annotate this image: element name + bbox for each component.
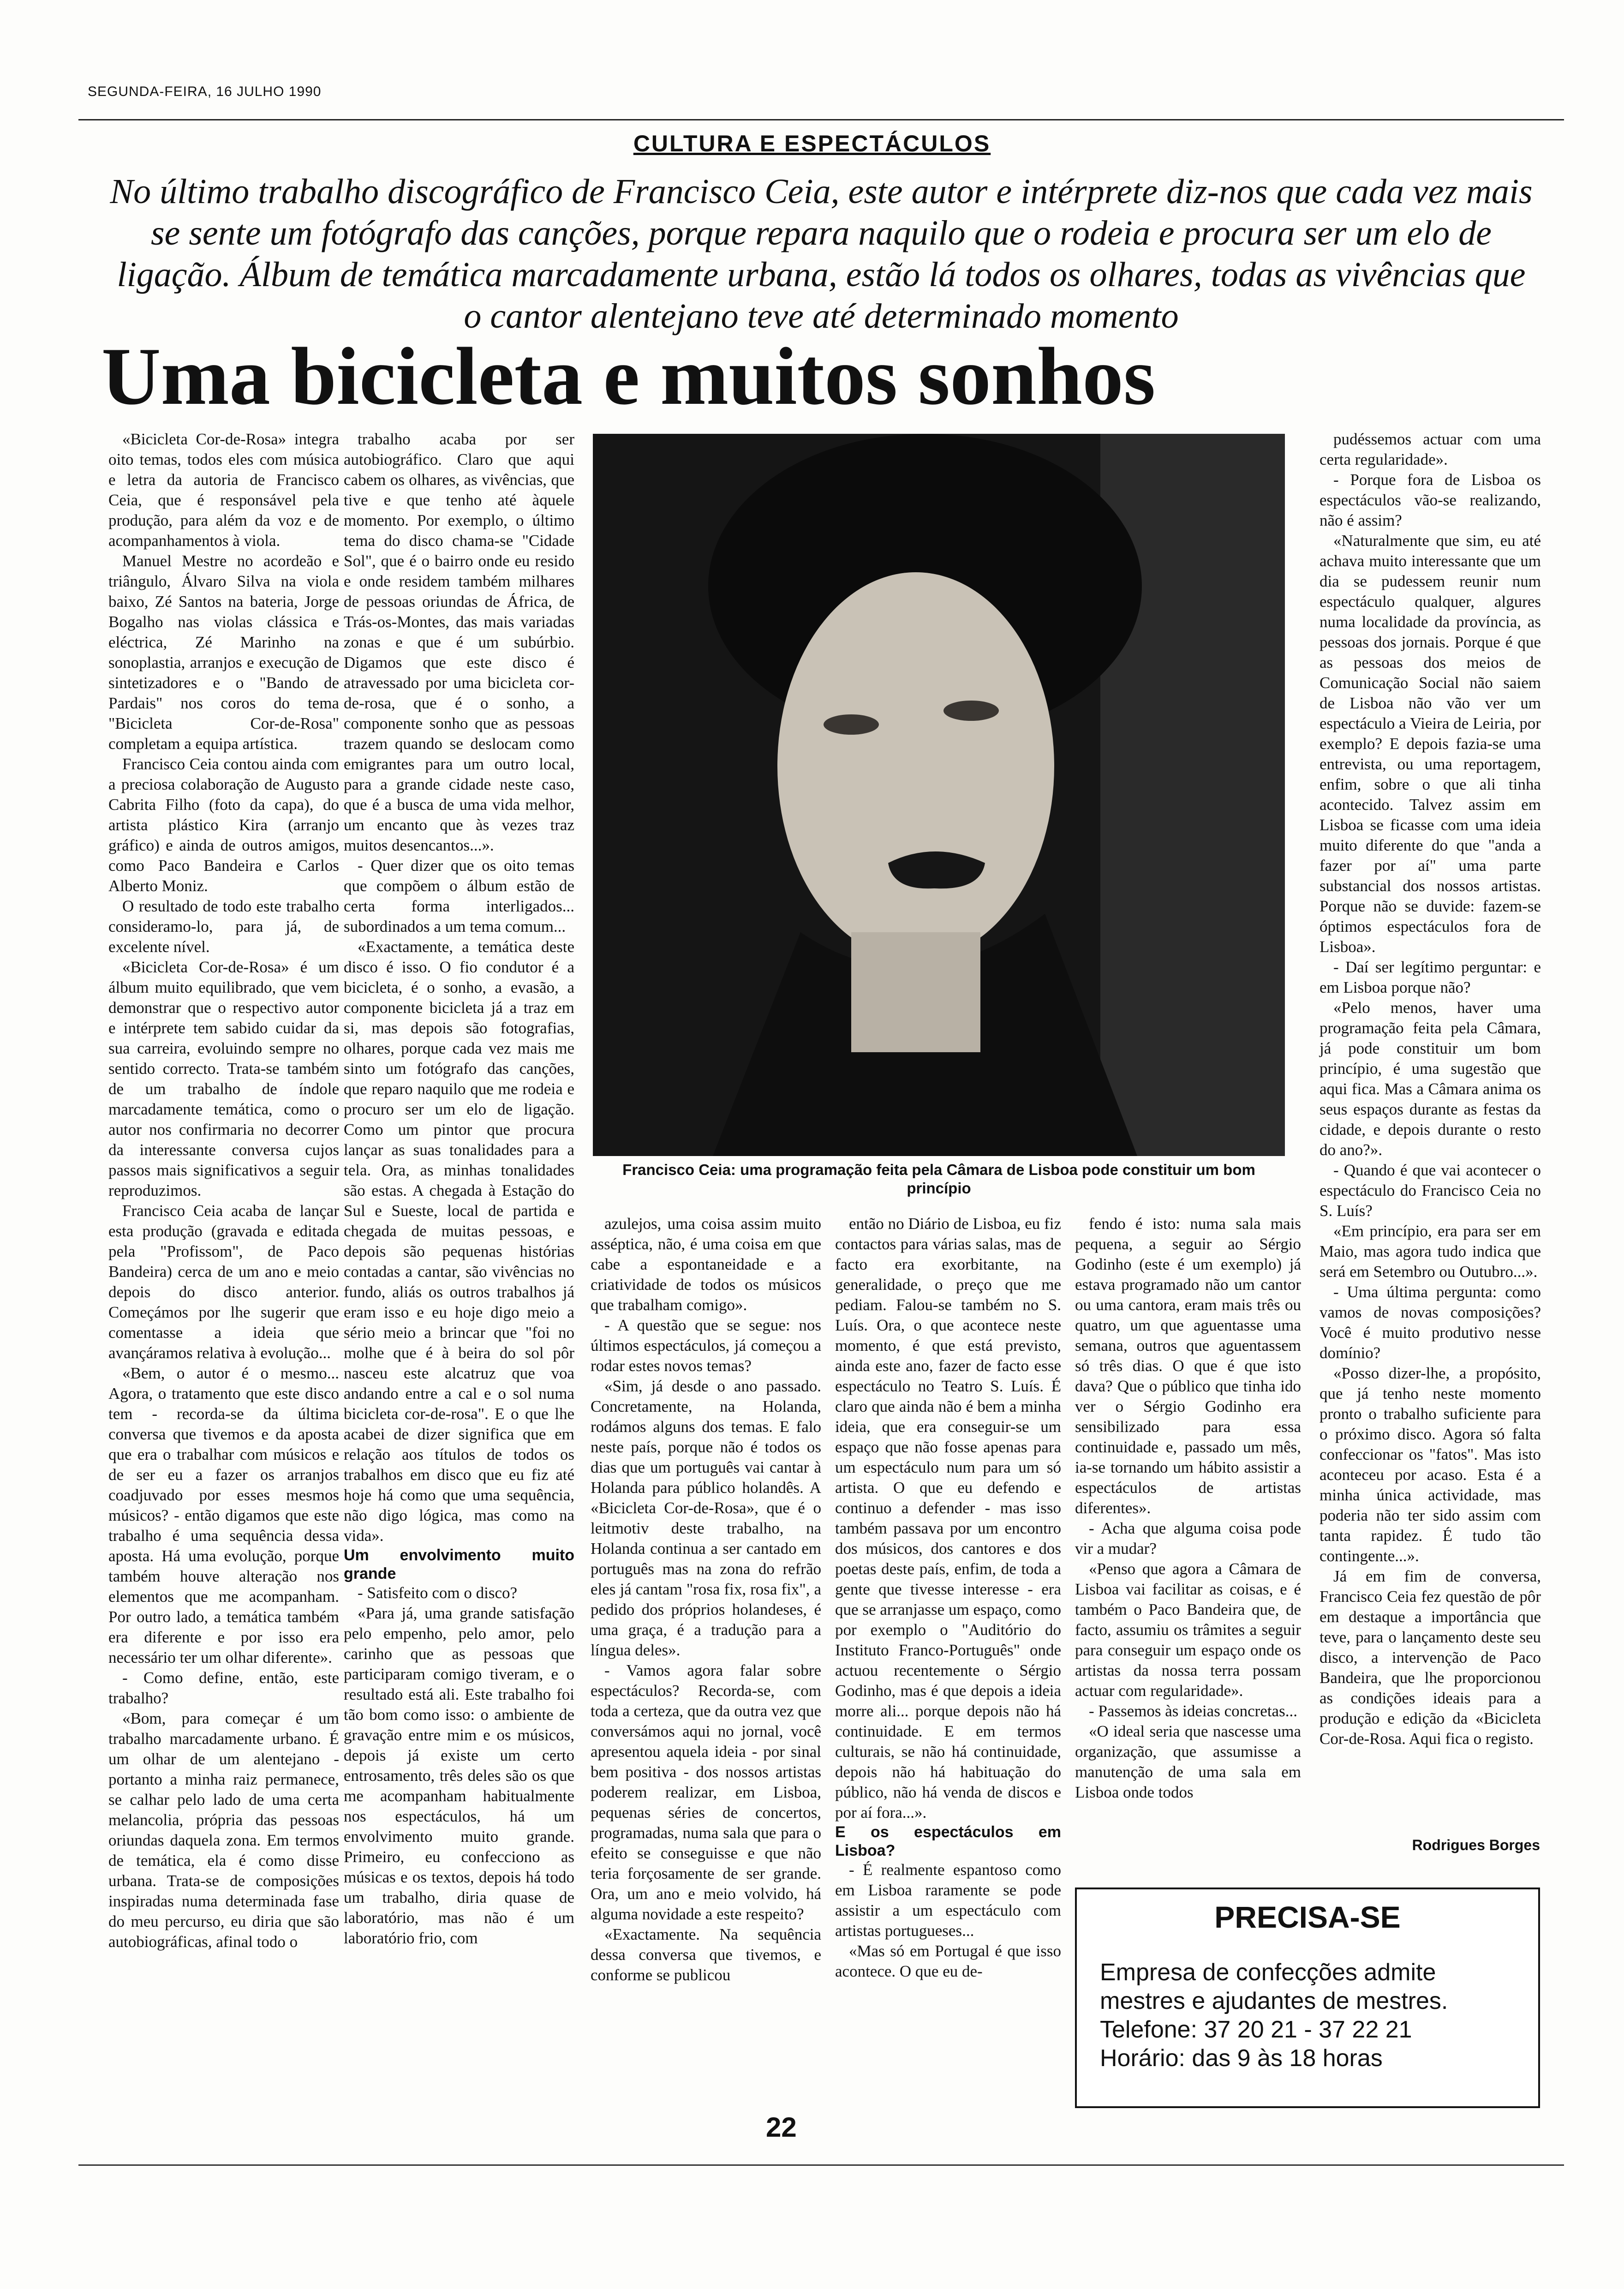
lead-paragraph: No último trabalho discográfico de Francisco Ceia, este autor e intérprete diz-nos que cada vez mais se sente um fotógrafo das canções, porque repara naquilo que o rodeia e procura ser um elo de ligação. Álbum de temática marcadamente urbana, estão lá todos os olhares, todas as vivências que o cantor alentejano teve até determinado momento xyxy=(110,172,1533,336)
ad-title: PRECISA-SE xyxy=(1214,1900,1401,1934)
ad-line-1: Empresa de confecções admite xyxy=(1100,1959,1436,1986)
paragraph: «Em princípio, era para ser em Maio, mas agora tudo indica que será em Setembro ou Outubro...». xyxy=(1320,1222,1541,1281)
page-number: 22 xyxy=(766,2112,797,2143)
paragraph: «Bicicleta Cor-de-Rosa» é um álbum muito equilibrado, que vem demonstrar que o respectivo autor e intérprete tem sabido cuidar da sua carreira, evoluindo sempre no sentido correcto. Trata-se também de um trabalho de índole marcadamente temática, como o autor nos confirmaria no decorrer da interessante conversa cujos passos mais significativos a seguir reproduzimos. xyxy=(108,958,339,1199)
ad-line-3: Telefone: 37 20 21 - 37 22 21 xyxy=(1100,2016,1412,2043)
article-column-5 xyxy=(1075,1214,1301,1803)
paragraph: «Bom, para começar é um trabalho marcadamente urbano. É um olhar de um alentejano - portanto a minha raiz permanece, se calhar pelo lado de uma certa melancolia, própria das pessoas oriundas daquela zona. Em termos de temática, ela é como disse urbana. Trata-se de composições inspiradas numa determinada fase do meu percurso, eu diria que são autobiográficas, afinal todo o xyxy=(108,1709,339,1951)
paragraph: - Vamos agora falar sobre espectáculos? Recorda-se, com toda a certeza, que da outra vez que conversámos aqui no jornal, você apresentou aquela ideia - por sinal bem positiva - dos nossos artistas poderem realizar, em Lisboa, pequenas séries de concertos, programadas, numa sala que para o efeito se conseguisse e que não teria forçosamente de ser grande. Ora, um ano e meio volvido, há alguma novidade a este respeito? xyxy=(591,1661,821,1923)
paragraph: - Daí ser legítimo perguntar: e em Lisboa porque não? xyxy=(1320,958,1541,996)
paragraph: - Quando é que vai acontecer o espectáculo do Francisco Ceia no S. Luís? xyxy=(1320,1161,1541,1220)
paragraph: Francisco Ceia acaba de lançar esta produção (gravada e editada pela "Profissom", de Paco Bandeira) cerca de um ano e meio depois do disco anterior. Começámos por lhe sugerir que comentasse a ideia que avançáramos relativa à evolução... xyxy=(108,1202,339,1362)
subhead: Um envolvimento muito grande xyxy=(344,1546,574,1582)
article-column-2 xyxy=(344,429,574,1948)
section-label: CULTURA E ESPECTÁCULOS xyxy=(633,131,991,156)
paragraph: «Penso que agora a Câmara de Lisboa vai facilitar as coisas, e é também o Paco Bandeira que, de facto, assumiu os trâmites a seguir para conseguir um espaço onde os artistas da nossa terra possam actuar com regularidade». xyxy=(1075,1560,1301,1700)
paragraph: «Exactamente. Na sequência dessa conversa que tivemos, e conforme se publicou xyxy=(591,1925,821,1984)
author-signature: Rodrigues Borges xyxy=(1412,1837,1540,1853)
paragraph: «O ideal seria que nascesse uma organização, que assumisse a manutenção de uma sala em Lisboa onde todos xyxy=(1075,1722,1301,1801)
article-column-6 xyxy=(1320,429,1541,1749)
bottom-rule xyxy=(78,2164,1564,2166)
paragraph: Já em fim de conversa, Francisco Ceia fez questão de pôr em destaque a importância que teve, para o lançamento deste seu disco, a intervenção de Paco Bandeira, que lhe proporcionou as condições ideais para a produção e edição da «Bicicleta Cor-de-Rosa. Aqui fica o registo. xyxy=(1320,1567,1541,1748)
paragraph: - Quer dizer que os oito temas que compõem o álbum estão de certa forma interligados... subordinados a um tema comum... xyxy=(344,857,574,935)
paragraph: azulejos, uma coisa assim muito asséptica, não, é uma coisa em que cabe a espontaneidade e a criatividade de todos os músicos que trabalham comigo». xyxy=(591,1215,821,1314)
article-headline: Uma bicicleta e muitos sonhos xyxy=(102,330,1156,422)
paragraph: «Pelo menos, haver uma programação feita pela Câmara, já pode constituir um bom princípio, é uma sugestão que aqui fica. Mas a Câmara anima os seus espaços durante as festas da cidade, e depois durante o resto do ano?». xyxy=(1320,999,1541,1159)
paragraph: - É realmente espantoso como em Lisboa raramente se pode assistir a um espectáculo com artistas portugueses... xyxy=(835,1861,1061,1940)
article-column-1 xyxy=(108,429,339,1952)
paragraph: «Mas só em Portugal é que isso acontece. O que eu de- xyxy=(835,1942,1061,1980)
paragraph: - Acha que alguma coisa pode vir a mudar? xyxy=(1075,1519,1301,1558)
paragraph: «Bicicleta Cor-de-Rosa» integra oito temas, todos eles com música e letra da autoria de Francisco Ceia, que é responsável pela produção, para além da voz e de acompanhamentos à viola. xyxy=(108,430,339,550)
paragraph: - Uma última pergunta: como vamos de novas composições? Você é muito produtivo nesse domínio? xyxy=(1320,1283,1541,1362)
paragraph: - Passemos às ideias concretas... xyxy=(1089,1702,1297,1720)
paragraph: trabalho acaba por ser autobiográfico. Claro que aqui cabem os olhares, as vivências, que tive e que tenho até àquele momento. Por exemplo, o último tema do disco chama-se "Cidade Sol", que é o bairro onde eu resido e onde residem também milhares de pessoas oriundas de África, de Trás-os-Montes, das mais variadas zonas e que é um subúrbio. Digamos que este disco é atravessado por uma bicicleta cor-de-rosa, que é o sonho, a componente sonho que as pessoas trazem quando se deslocam como emigrantes para um outro local, para a grande cidade neste caso, que é a busca de uma vida melhor, um encanto que às vezes traz muitos desencantos...». xyxy=(344,430,574,854)
byline xyxy=(1319,1828,1540,1869)
paragraph: - Satisfeito com o disco? xyxy=(358,1584,518,1602)
paragraph: - A questão que se segue: nos últimos espectáculos, já começou a rodar estes novos temas? xyxy=(591,1316,821,1375)
portrait-photo xyxy=(593,434,1285,1156)
paragraph: - Como define, então, este trabalho? xyxy=(108,1669,339,1707)
paragraph: pudéssemos actuar com uma certa regularidade». xyxy=(1320,430,1541,468)
photo-caption: Francisco Ceia: uma programação feita pela Câmara de Lisboa pode constituir um bom princípio xyxy=(622,1161,1255,1197)
ad-line-2: mestres e ajudantes de mestres. xyxy=(1100,1988,1448,2014)
paragraph: então no Diário de Lisboa, eu fiz contactos para várias salas, mas de facto era exorbitante, na generalidade, o preço que me pediam. Falou-se também no S. Luís. Ora, o que acontece neste momento, é que está previsto, ainda este ano, fazer de facto esse espectáculo no Teatro S. Luís. É claro que ainda não é bem a minha ideia, que era conseguir-se um espaço que não fosse apenas para um espectáculo num para um só artista. O que eu defendo e continuo a defender - mas isso também passava por um encontro dos músicos, dos cantores e dos poetas deste país, enfim, de toda a gente que tivesse interesse - era que se arranjasse um espaço, como por exemplo o "Auditório do Instituto Franco-Português" onde actuou recentemente o Sérgio Godinho, mas é que depois a ideia morre ali... porque depois não há continuidade. E em termos culturais, se não há continuidade, depois não há habituação do público, não há venda de discos e por aí fora...». xyxy=(835,1215,1061,1822)
subhead: E os espectáculos em Lisboa? xyxy=(835,1823,1061,1859)
article-column-3 xyxy=(591,1214,821,1985)
paragraph: «Bem, o autor é o mesmo... Agora, o tratamento que este disco tem - recorda-se da última conversa que tivemos e da aposta que era o trabalhar com músicos e de ser eu a fazer os arranjos coadjuvado por esses mesmos músicos? - então digamos que este trabalho é uma sequência dessa aposta. Há uma evolução, porque também houve alteração nos elementos que me acompanham. Por outro lado, a temática também era diferente e por isso era necessário ter um olhar diferente». xyxy=(108,1364,339,1666)
article-column-4 xyxy=(835,1214,1061,1982)
paragraph: «Posso dizer-lhe, a propósito, que já tenho neste momento pronto o trabalho suficiente para o próximo disco. Agora só falta confeccionar os "fatos". Mas isto aconteceu por acaso. Esta é a minha única actividade, mas poderia não ter sido assim com tanta rapidez. É tudo tão contingente...». xyxy=(1320,1364,1541,1565)
paragraph: «Sim, já desde o ano passado. Concretamente, na Holanda, rodámos alguns dos temas. E falo neste país, porque não é todos os dias que um português vai cantar à Holanda para público holandês. A «Bicicleta Cor-de-Rosa», que é o leitmotiv deste trabalho, na Holanda continua a ser cantado em português mas na zona do refrão eles já cantam "rosa fix, rosa fix", a pedido dos próprios holandeses, é uma graça, é a tradução para a língua deles». xyxy=(591,1377,821,1659)
paragraph: «Para já, uma grande satisfação pelo empenho, pelo amor, pelo carinho que as pessoas que participaram comigo tiveram, e o resultado está ali. Este trabalho foi tão bom como isso: o ambiente de gravação entre mim e os músicos, depois já existe um certo entrosamento, três deles são os que me acompanham habitualmente nos espectáculos, há um envolvimento muito grande. Primeiro, eu confecciono as músicas e os textos, depois há todo um trabalho, diria quase de laboratório, mas não é um laboratório frio, com xyxy=(344,1604,574,1947)
paragraph: Manuel Mestre no acordeão e triângulo, Álvaro Silva na viola baixo, Zé Santos na bateria, Jorge Bogalho nas violas clássica e eléctrica, Zé Marinho na sonoplastia, arranjos e execução de sintetizadores e o "Bando de Pardais" nos coros do tema "Bicicleta Cor-de-Rosa" completam a equipa artística. xyxy=(108,552,339,753)
top-rule xyxy=(78,119,1564,120)
classified-ad xyxy=(1075,1888,1540,2108)
paragraph: «Exactamente, a temática deste disco é isso. O fio condutor é a bicicleta, é o sonho, a evasão, a componente bicicleta já a traz em si, mas depois são fotografias, olhares, porque cada vez mais me sinto um fotógrafo das canções, que reparo naquilo que me rodeia e procuro ser um elo de ligação. Como um pintor que procura lançar as suas tonalidades para a tela. Ora, as minhas tonalidades são estas. A chegada à Estação do Sul e Sueste, local de partida e chegada de muitas pessoas, e depois são pequenas histórias contadas a cantar, são vivências no fundo, aliás os outros trabalhos já eram isso e eu hoje digo meio a sério meio a brincar que "foi no molhe que é à beira do sol pôr nasceu este alcatruz que voa andando entre a cal e o sol numa bicicleta cor-de-rosa". E o que lhe acabei de dizer significa que em relação aos títulos de todos os trabalhos em disco que eu fiz até hoje há como que uma sequência, não digo lógica, mas como na vida». xyxy=(344,938,574,1545)
paragraph: fendo é isto: numa sala mais pequena, a seguir ao Sérgio Godinho (este é um exemplo) já estava programado não um cantor ou uma cantora, eram mais três ou quatro, um que aguentasse uma semana, outros que aguentassem só três dias. O que é que isto dava? Que o público que tinha ido ver o Sérgio Godinho era sensibilizado para essa continuidade e, passado um mês, ia-se tornando um hábito assistir a espectáculos de artistas diferentes». xyxy=(1075,1215,1301,1517)
ad-line-4: Horário: das 9 às 18 horas xyxy=(1100,2045,1383,2072)
paragraph: «Naturalmente que sim, eu até achava muito interessante que um dia se pudessem reunir num espectáculo qualquer, algures numa localidade da província, as pessoas dos jornais. Porque é que as pessoas dos meios de Comunicação Social não saiem de Lisboa não vão ver um espectáculo a Vieira de Leiria, por exemplo? E depois fazia-se uma entrevista, ou uma reportagem, enfim, sobre o que ali tinha acontecido. Talvez assim em Lisboa se ficasse com uma ideia muito diferente do que "anda a fazer por aí" uma parte substancial dos nossos artistas. Porque não se duvide: fazem-se óptimos espectáculos fora de Lisboa». xyxy=(1320,532,1541,956)
paragraph: - Porque fora de Lisboa os espectáculos vão-se realizando, não é assim? xyxy=(1320,471,1541,529)
paragraph: Francisco Ceia contou ainda com a preciosa colaboração de Augusto Cabrita Filho (foto da capa), do artista plástico Kira (arranjo gráfico) e ainda de outros amigos, como Paco Bandeira e Carlos Alberto Moniz. xyxy=(108,755,339,895)
dateline: SEGUNDA-FEIRA, 16 JULHO 1990 xyxy=(88,84,322,99)
portrait-illustration xyxy=(593,434,1285,1156)
section-header xyxy=(0,130,1624,157)
paragraph: O resultado de todo este trabalho consideramo-lo, para já, de excelente nível. xyxy=(108,897,339,956)
